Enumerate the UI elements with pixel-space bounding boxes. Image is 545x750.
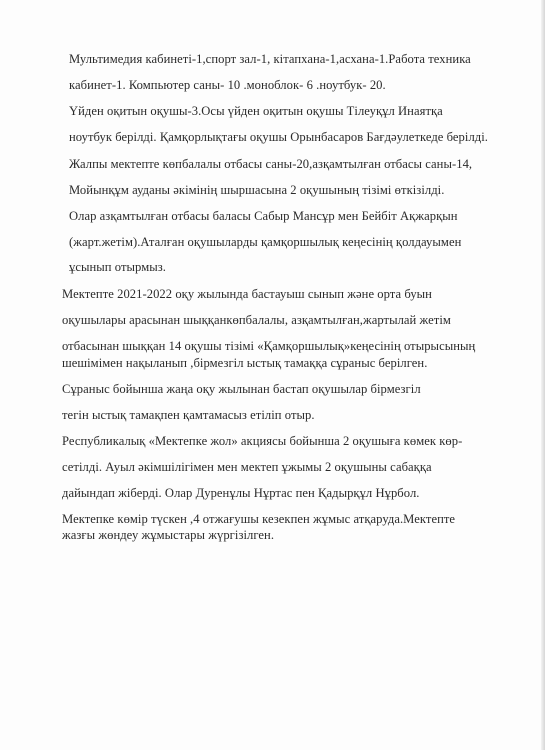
text-line-18: дайындап жіберді. Олар Дуренұлы Нұртас пен Қадырқұл Нұрбол.	[62, 486, 420, 500]
text-line-4: ноутбук берілді. Қамқорлықтағы оқушы Орынбасаров Бағдәулеткеде берілді.	[69, 130, 488, 144]
text-line-12: отбасынан шыққан 14 оқушы тізімі «Қамқоршылық»кеңесінің отырысының	[62, 339, 476, 353]
text-line-6: Мойынқұм ауданы әкімінің шыршасына 2 оқушының тізімі өткізілді.	[69, 183, 445, 197]
text-line-13: шешімімен нақыланып ,бірмезгіл ыстық тамаққа сұраныс берілген.	[62, 356, 428, 370]
page-edge-shadow	[541, 0, 545, 750]
text-line-7: Олар азқамтылған отбасы баласы Сабыр Мансұр мен Бейбіт Ақжарқын	[69, 209, 458, 223]
text-line-5: Жалпы мектепте көпбалалы отбасы саны-20,азқамтылған отбасы саны-14,	[69, 157, 473, 171]
text-line-2: кабинет-1. Компьютер саны- 10 .моноблок- 6 .ноутбук- 20.	[69, 78, 386, 92]
text-line-20: жазғы жөндеу жұмыстары жүргізілген.	[62, 528, 275, 542]
text-line-8: (жарт.жетім).Аталған оқушыларды қамқоршылық кеңесінің қолдауымен	[69, 235, 462, 249]
text-line-17: сетілді. Ауыл әкімшілігімен мен мектеп ұжымы 2 оқушыны сабаққа	[62, 460, 432, 474]
text-line-14: Сұраныс бойынша жаңа оқу жылынан бастап оқушылар бірмезгіл	[62, 382, 421, 396]
text-line-19: Мектепке көмір түскен ,4 отжағушы кезекпен жұмыс атқаруда.Мектепте	[62, 512, 456, 526]
text-line-10: Мектепте 2021-2022 оқу жылында бастауыш сынып және орта буын	[62, 287, 432, 301]
text-line-3: Үйден оқитын оқушы-3.Осы үйден оқитын оқушы Тілеуқұл Инаятқа	[69, 104, 443, 118]
text-line-9: ұсынып отырмыз.	[69, 260, 166, 274]
text-line-1: Мультимедия кабинеті-1,спорт зал-1, кітапхана-1,асхана-1.Работа техника	[69, 52, 471, 66]
text-line-16: Республикалық «Мектепке жол» акциясы бойынша 2 оқушыға көмек көр-	[62, 434, 463, 448]
text-line-11: оқушылары арасынан шыққанкөпбалалы, азқамтылған,жартылай жетім	[62, 313, 451, 327]
text-line-15: тегін ыстық тамақпен қамтамасыз етіліп отыр.	[62, 408, 315, 422]
